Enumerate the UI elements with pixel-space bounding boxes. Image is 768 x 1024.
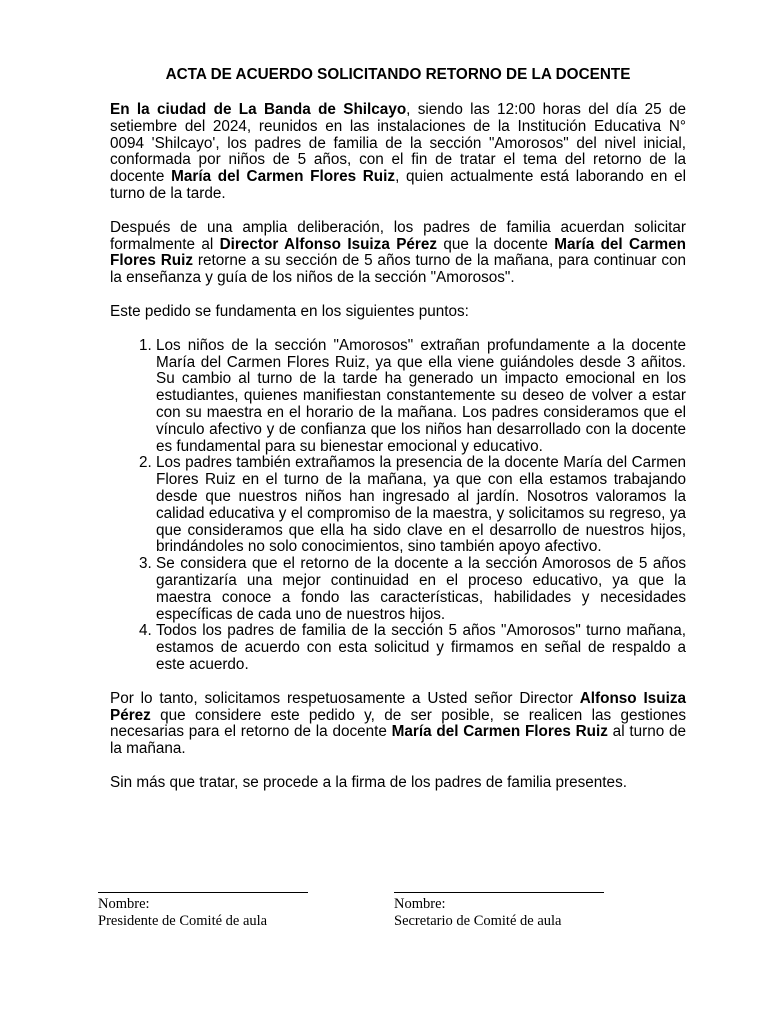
intro-text-b: , quien actualmente está laborando en el turno de la tarde. [110,168,687,202]
agreement-text-c: retorne a su sección de 5 años turno de la mañana, para continuar con la enseñanza y guía de los niños de la sección "Amorosos". [110,252,686,287]
signature-line [98,892,308,893]
document-title: ACTA DE ACUERDO SOLICITANDO RETORNO DE LA DOCENTE [165,66,631,83]
paragraph-request [110,691,686,758]
intro-text-a: , siendo las 12:00 horas del día 25 de setiembre del 2024, reunidos en las instalaciones de la Institución Educativa N° 0094 'Shilcayo', los padres de familia de la sección "Amorosos" del nivel inicial, conformada por niños de 5 años, con el fin de tratar el tema del retorno de la docente [110,101,686,186]
paragraph-intro [110,102,686,203]
list-item: 2. Los padres también extrañamos la presencia de la docente María del Carmen Flores Ruiz en el turno de la mañana, ya que con ella estamos trabajando desde que nuestros niños han ingresado al jardín. Nosotros valoramos la calidad educativa y el compromiso de la maestra, y solicitamos su regreso, ya que consideramos que ella ha sido clave en el desarrollo de nuestros hijos, brindándoles no solo conocimientos, sino también apoyo afectivo. [156,455,686,556]
director-name-bold: Director Alfonso Isuiza Pérez [219,235,438,253]
signature-role: Secretario de Comité de aula [394,913,562,929]
signature-name-label: Nombre: [98,896,150,912]
list-item: 3. Se considera que el retorno de la docente a la sección Amorosos de 5 años garantizaría una mejor continuidad en el proceso educativo, ya que la maestra conoce a fondo las características, habilidades y necesidades específicas de cada uno de nuestros hijos. [156,556,686,623]
signature-line [394,892,604,893]
request-text-b: que considere este pedido y, de ser posible, se realicen las gestiones necesarias para el retorno de la docente [110,706,686,741]
list-item: 1. Los niños de la sección "Amorosos" extrañan profundamente a la docente María del Carmen Flores Ruiz, ya que ella viene guiándoles desde 3 añitos. Su cambio al turno de la tarde ha generado un impacto emocional en los estudiantes, quienes manifiestan constantemente su deseo de volver a estar con su maestra en el horario de la mañana. Los padres consideramos que el vínculo afectivo y de confianza que los niños han desarrollado con la docente es fundamental para su bienestar emocional y educativo. [156,338,686,456]
teacher-name-bold: María del Carmen Flores Ruiz [110,235,686,270]
director-name-bold: Alfonso Isuiza Pérez [110,689,686,724]
paragraph-agreement [110,220,686,287]
paragraph-closing: Sin más que tratar, se procede a la firma de los padres de familia presentes. [110,773,627,791]
teacher-name-bold: María del Carmen Flores Ruiz [171,168,396,186]
agreement-text-b: que la docente [437,235,555,253]
request-text-a: Por lo tanto, solicitamos respetuosamente a Usted señor Director [110,689,580,707]
signature-block-secretary [394,878,604,930]
request-text-c: al turno de la mañana. [110,723,686,758]
paragraph-basis: Este pedido se fundamenta en los siguientes puntos: [110,302,469,320]
points-list [110,338,686,674]
agreement-text-a: Después de una amplia deliberación, los padres de familia acuerdan solicitar formalmente al [110,218,686,253]
signature-name-label: Nombre: [394,896,446,912]
city-bold: En la ciudad de La Banda de Shilcayo [110,101,407,118]
signature-role: Presidente de Comité de aula [98,913,268,929]
teacher-name-bold: María del Carmen Flores Ruiz [391,723,608,741]
document-body [110,66,686,809]
signature-block-president [98,878,308,930]
list-item: 4. Todos los padres de familia de la sección 5 años "Amorosos" turno mañana, estamos de acuerdo con esta solicitud y firmamos en señal de respaldo a este acuerdo. [156,623,686,673]
